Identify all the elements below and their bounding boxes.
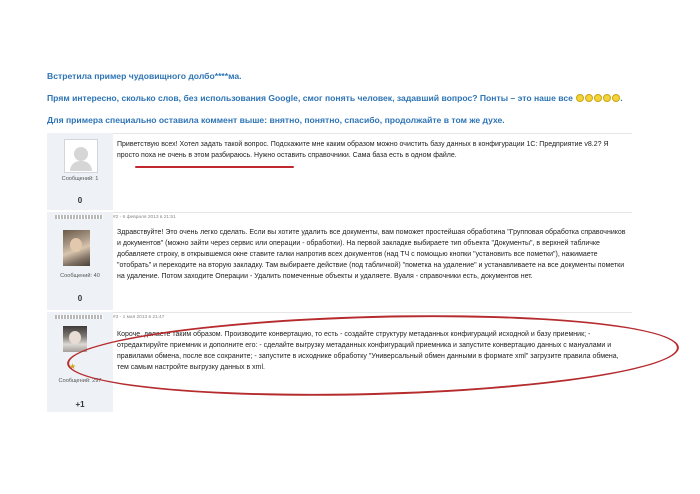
smiley-icons [575,93,620,103]
smiley-icon [603,94,611,102]
smiley-icon [585,94,593,102]
intro-line-1: Встретила пример чудовищного долбо****ма. [47,71,242,81]
intro-line-2: Прям интересно, сколько слов, без использования Google, смог понять человек, задавший вопрос? Понты – это наше все . [47,93,623,103]
message-count: Сообщений: 297 [58,378,102,384]
post-text: Здравствуйте! Это очень легко сделать. Если вы хотите удалить все документы, вам поможет простейшая обработина "Групповая обработка справочников и документов" (можно зайти через сервис или операции - обработки). На первой закладке выбираете тип объекта "Документы", в верхней табличке добавляете строку, в открывшемся окне ставите галки напротив всех документов (над ТЧ с помощью кнопки "установить все пометки"), нажимаете "отобрать" и переходите на вторую закладку. Там выбираете действие (под табличкой) "пометка на удаление" и устанавливаете на все документы пометки на удаление. Потом заходите Операции - Удалить помеченные объекты и удаляете. Вуаля - справочники есть, документов нет. [117,229,626,280]
red-underline-annotation [135,166,294,168]
star-badge-icon: ★ [69,362,77,371]
rating-value: 0 [77,294,83,303]
post-2-author-panel [47,212,113,310]
post-meta: #2 - 6 февраля 2013 в 21:51 [113,215,176,220]
rating-value: 0 [77,196,83,205]
post-text: Приветствую всех! Хотел задать такой вопрос. Подскажите мне каким образом можно очистить базу данных в конфигурации 1С: Предприятие v8.2? Я просто поха не очень в этом разбираюсь. Нужно оставить справочники. Сама база есть в одном файле. [117,141,609,159]
author-name-blurred[interactable] [55,215,103,219]
intro-line-3: Для примера специально оставила коммент выше: внятно, понятно, спасибо, продолжайте в том же духе. [47,115,505,125]
rating-value: +1 [75,400,85,409]
message-count: Сообщений: 1 [61,176,99,182]
smiley-icon [594,94,602,102]
avatar-placeholder[interactable] [64,139,98,173]
avatar[interactable] [63,326,87,352]
post-1-body [113,133,632,211]
smiley-icon [576,94,584,102]
post-text: Короче, делаете таким образом. Производите конвертацию, то есть - создайте структуру метаданных конфигураций исходной и базу приемник; - отредактируйте приемник и дополните его: - сделайте выгрузку метаданных конфигураций приемника и запустите конвертацию данных с мануалами и правилами обмена, после все сохраните; - запустите в исходнике обработку "Универсальный обмен данными в формате xml" загрузите правила обмена, тем самым настройте выгрузку данных в xml. [117,331,619,371]
post-2-body [113,212,632,311]
intro-line-2-text: Прям интересно, сколько слов, без использования Google, смог понять человек, задавший вопрос? Понты – это наше все [47,93,573,103]
avatar[interactable] [63,230,90,266]
author-name-blurred[interactable] [55,315,103,319]
post-1-author-panel [47,133,113,210]
user-silhouette-icon [74,147,88,161]
message-count: Сообщений: 40 [60,273,100,279]
post-meta: #3 - 1 мая 2013 в 21:47 [113,315,165,320]
